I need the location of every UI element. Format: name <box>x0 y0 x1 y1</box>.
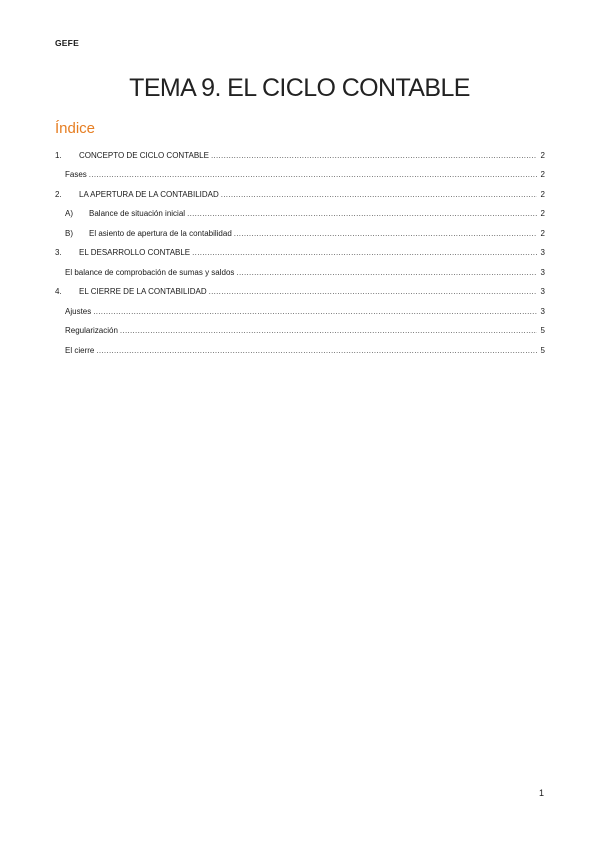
toc-entry-concepto[interactable] <box>55 140 545 160</box>
toc-entry-page: 3 <box>540 306 545 316</box>
toc-leader-dots <box>93 307 537 316</box>
toc-entry-fases[interactable] <box>55 160 545 180</box>
toc-leader-dots <box>120 326 537 335</box>
toc-entry-label: Balance de situación inicial <box>89 209 186 218</box>
toc-entry-page: 3 <box>540 267 545 277</box>
toc-leader-dots <box>187 209 537 218</box>
toc-entry-label: El balance de comprobación de sumas y saldos <box>65 267 235 277</box>
toc-leader-dots <box>89 170 537 179</box>
toc-leader-dots <box>234 229 537 238</box>
toc-entry-number: A) <box>65 209 73 218</box>
toc-entry-label: CONCEPTO DE CICLO CONTABLE <box>79 150 209 160</box>
table-of-contents <box>55 140 545 355</box>
toc-leader-dots <box>209 287 537 296</box>
toc-entry-balance-comprobacion[interactable] <box>55 257 545 277</box>
page-title: TEMA 9. EL CICLO CONTABLE <box>129 74 470 102</box>
page-number: 1 <box>539 788 545 798</box>
toc-entry-number: 2. <box>55 189 62 199</box>
toc-entry-page: 5 <box>540 326 545 335</box>
toc-entry-apertura[interactable] <box>55 179 545 199</box>
toc-entry-ajustes[interactable] <box>55 296 545 316</box>
toc-entry-label: El cierre <box>65 345 95 355</box>
toc-entry-label: EL CIERRE DE LA CONTABILIDAD <box>79 287 207 296</box>
toc-leader-dots <box>211 151 537 160</box>
toc-leader-dots <box>236 268 537 277</box>
toc-entry-label: El asiento de apertura de la contabilidad <box>89 228 232 238</box>
toc-entry-number: 3. <box>55 248 62 257</box>
toc-entry-label: Fases <box>65 170 87 179</box>
page-header: GEFE <box>55 38 79 48</box>
toc-entry-page: 3 <box>540 287 545 296</box>
toc-entry-number: B) <box>65 228 73 238</box>
toc-entry-page: 2 <box>540 209 545 218</box>
toc-entry-label: Ajustes <box>65 306 92 316</box>
toc-entry-balance-inicial[interactable] <box>55 199 545 219</box>
toc-entry-label: Regularización <box>65 326 118 335</box>
toc-leader-dots <box>192 248 537 257</box>
toc-entry-page: 3 <box>540 248 545 257</box>
toc-entry-page: 2 <box>540 228 545 238</box>
toc-heading: Índice <box>55 120 96 137</box>
toc-entry-el-cierre[interactable] <box>55 335 545 355</box>
toc-leader-dots <box>221 190 537 199</box>
toc-entry-page: 2 <box>540 189 545 199</box>
toc-leader-dots <box>96 346 537 355</box>
toc-entry-cierre-contabilidad[interactable] <box>55 277 545 297</box>
toc-entry-regularizacion[interactable] <box>55 316 545 336</box>
toc-entry-asiento-apertura[interactable] <box>55 218 545 238</box>
toc-entry-label: LA APERTURA DE LA CONTABILIDAD <box>79 189 219 199</box>
toc-entry-page: 5 <box>540 345 545 355</box>
toc-entry-desarrollo[interactable] <box>55 238 545 258</box>
toc-entry-page: 2 <box>540 170 545 179</box>
toc-entry-page: 2 <box>540 150 545 160</box>
toc-entry-number: 4. <box>55 287 62 296</box>
toc-entry-number: 1. <box>55 150 62 160</box>
toc-entry-label: EL DESARROLLO CONTABLE <box>79 248 191 257</box>
